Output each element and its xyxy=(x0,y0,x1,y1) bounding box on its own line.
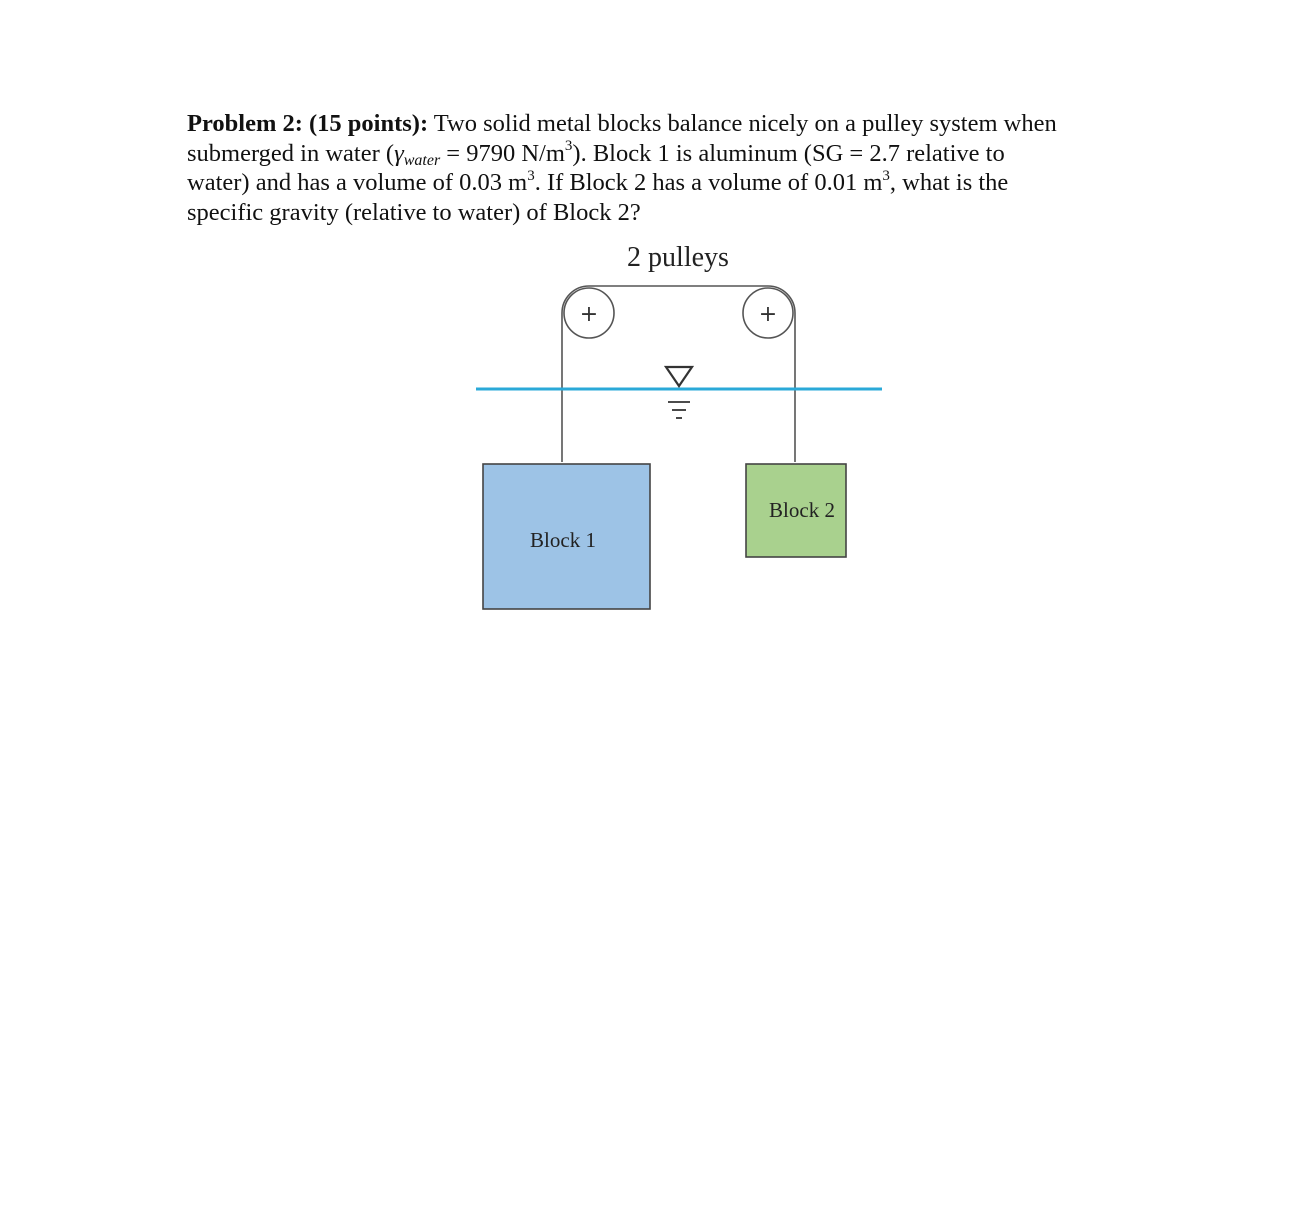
block-2 xyxy=(746,464,846,557)
problem-line-4: specific gravity (relative to water) of Block 2? xyxy=(187,198,641,226)
problem-heading: Problem 2: (15 points): xyxy=(187,110,429,137)
block-1-label: Block 1 xyxy=(530,528,596,552)
diagram-title: 2 pulleys xyxy=(627,242,729,273)
pulley-right-symbol: + xyxy=(758,302,778,327)
problem-line-2: submerged in water ($\gamma_{water} = 9790$ $N/m^3$). Block 1 is aluminum (SG = 2.7 relative to xyxy=(187,138,1005,169)
problem-line-3: water) and has a volume of 0.03 $m^3$. If Block 2 has a volume of 0.01 $m^3$, what is the xyxy=(187,167,1009,196)
block-1 xyxy=(483,464,650,609)
pulley-left-symbol: + xyxy=(579,302,599,327)
block-2-label: Block 2 xyxy=(769,498,835,522)
gamma-water-symbol: $\gamma_{water}$ xyxy=(394,139,441,169)
pulley-left xyxy=(564,288,614,338)
problem-line-1: Problem 2: (15 points): Two solid metal blocks balance nicely on a pulley system when xyxy=(187,110,1057,137)
pulley-right xyxy=(743,288,793,338)
water-level-icon xyxy=(666,367,692,418)
